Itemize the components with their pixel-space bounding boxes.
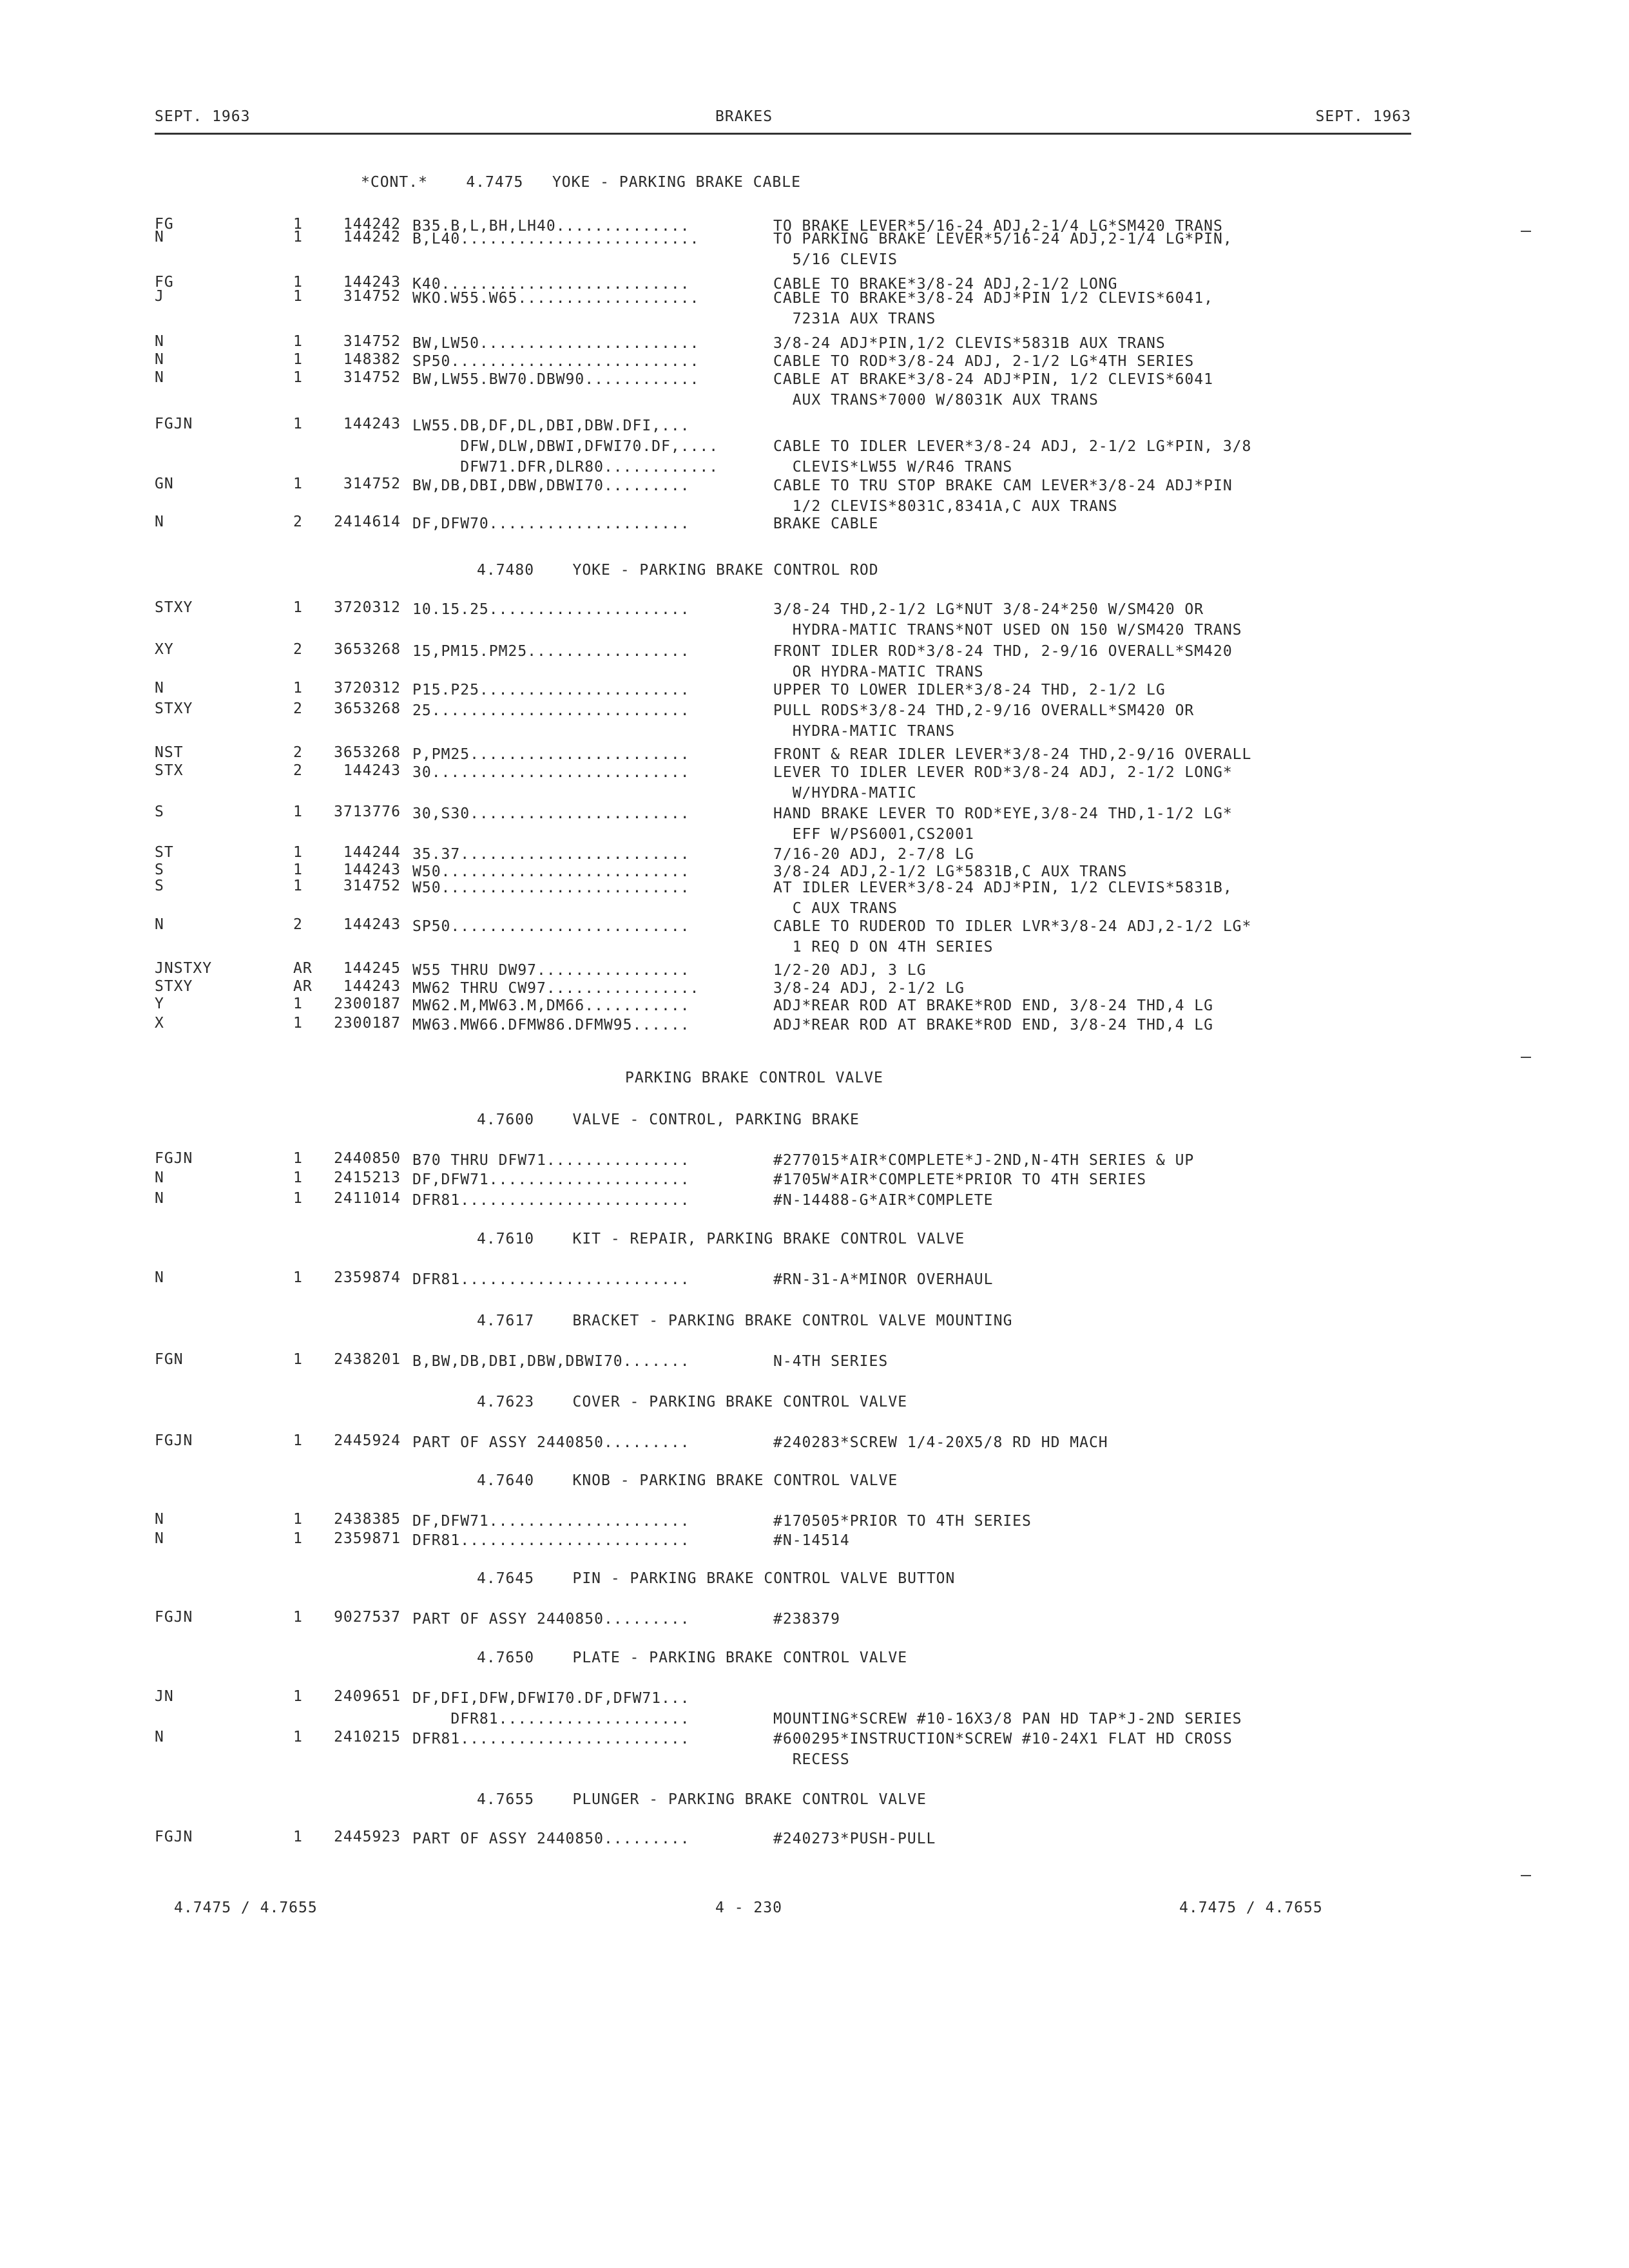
margin-mark xyxy=(1521,231,1531,232)
part-description: #1705W*AIR*COMPLETE*PRIOR TO 4TH SERIES xyxy=(773,1171,1147,1188)
model-application: 15,PM15.PM25................. xyxy=(412,643,690,660)
model-application: DF,DFW70..................... xyxy=(412,515,690,532)
part-description: CABLE TO BRAKE*3/8-24 ADJ,2-1/2 LONG xyxy=(773,276,1118,293)
quantity: 2 xyxy=(293,916,303,933)
model-application: MW62.M,MW63.M,DM66........... xyxy=(412,997,690,1014)
model-series-code: STX xyxy=(155,762,184,779)
model-series-code: FG xyxy=(155,216,174,233)
quantity: 1 xyxy=(293,995,303,1012)
model-series-code: N xyxy=(155,369,164,386)
quantity: 1 xyxy=(293,1829,303,1845)
model-series-code: JNSTXY xyxy=(155,960,213,977)
part-number: 9027537 xyxy=(334,1609,401,1626)
model-application: W50.......................... xyxy=(412,863,690,880)
quantity: 1 xyxy=(293,416,303,432)
part-number: 2359874 xyxy=(334,1269,401,1286)
model-application: SP50......................... xyxy=(412,918,690,935)
quantity: 1 xyxy=(293,599,303,616)
model-application: 30........................... xyxy=(412,764,690,781)
part-number: 144243 xyxy=(343,416,401,432)
model-series-code: GN xyxy=(155,476,174,492)
part-description: CLEVIS*LW55 W/R46 TRANS xyxy=(773,459,1013,476)
part-number: 2440850 xyxy=(334,1150,401,1167)
quantity: 1 xyxy=(293,229,303,245)
part-number: 314752 xyxy=(343,369,401,386)
model-series-code: Y xyxy=(155,995,164,1012)
model-application: 25........................... xyxy=(412,702,690,719)
part-description: TO BRAKE LEVER*5/16-24 ADJ,2-1/4 LG*SM420 TRANS xyxy=(773,218,1223,235)
section-title: 4.7650 PLATE - PARKING BRAKE CONTROL VALVE xyxy=(477,1649,908,1666)
part-description: #N-14514 xyxy=(773,1532,850,1549)
quantity: 2 xyxy=(293,514,303,530)
model-series-code: FGJN xyxy=(155,1432,193,1449)
model-series-code: N xyxy=(155,680,164,697)
part-description: EFF W/PS6001,CS2001 xyxy=(773,826,974,843)
quantity: AR xyxy=(293,960,313,977)
quantity: 1 xyxy=(293,1190,303,1207)
part-number: 3653268 xyxy=(334,744,401,761)
margin-mark xyxy=(1521,1057,1531,1058)
model-series-code: N xyxy=(155,333,164,350)
model-series-code: FG xyxy=(155,274,174,291)
model-application: DF,DFI,DFW,DFWI70.DF,DFW71... DFR81.................... xyxy=(412,1690,690,1727)
part-description: CABLE TO BRAKE*3/8-24 ADJ*PIN 1/2 CLEVIS*6041, xyxy=(773,290,1213,307)
part-description: RECESS xyxy=(773,1751,850,1768)
quantity: 2 xyxy=(293,744,303,761)
part-description: 7/16-20 ADJ, 2-7/8 LG xyxy=(773,846,974,863)
model-series-code: FGJN xyxy=(155,1609,193,1626)
model-series-code: N xyxy=(155,1729,164,1745)
quantity: 1 xyxy=(293,844,303,861)
section-title: PARKING BRAKE CONTROL VALVE xyxy=(625,1070,883,1086)
part-description: 1/2 CLEVIS*8031C,8341A,C AUX TRANS xyxy=(773,498,1118,515)
part-description: TO PARKING BRAKE LEVER*5/16-24 ADJ,2-1/4 LG*PIN, xyxy=(773,231,1233,247)
part-description: #170505*PRIOR TO 4TH SERIES xyxy=(773,1513,1032,1530)
part-description: ADJ*REAR ROD AT BRAKE*ROD END, 3/8-24 THD,4 LG xyxy=(773,1017,1213,1033)
part-number: 2411014 xyxy=(334,1190,401,1207)
model-series-code: S xyxy=(155,861,164,878)
part-number: 144243 xyxy=(343,861,401,878)
model-application: P,PM25....................... xyxy=(412,746,690,763)
quantity: 1 xyxy=(293,680,303,697)
quantity: 1 xyxy=(293,1688,303,1705)
part-number: 144243 xyxy=(343,978,401,995)
part-description: W/HYDRA-MATIC xyxy=(773,785,917,802)
model-series-code: N xyxy=(155,1169,164,1186)
quantity: 1 xyxy=(293,1150,303,1167)
model-application: P15.P25...................... xyxy=(412,682,690,698)
quantity: 1 xyxy=(293,1269,303,1286)
model-application: W55 THRU DW97................ xyxy=(412,962,690,979)
part-description: 3/8-24 ADJ*PIN,1/2 CLEVIS*5831B AUX TRANS xyxy=(773,335,1166,352)
quantity: 1 xyxy=(293,1511,303,1528)
quantity: 2 xyxy=(293,700,303,717)
part-description: PULL RODS*3/8-24 THD,2-9/16 OVERALL*SM420 OR xyxy=(773,702,1195,719)
quantity: 1 xyxy=(293,274,303,291)
part-description: FRONT IDLER ROD*3/8-24 THD, 2-9/16 OVERALL*SM420 xyxy=(773,643,1233,660)
section-title: *CONT.* 4.7475 YOKE - PARKING BRAKE CABLE xyxy=(361,174,801,191)
model-series-code: FGJN xyxy=(155,1829,193,1845)
part-number: 2445924 xyxy=(334,1432,401,1449)
model-application: BW,LW50....................... xyxy=(412,335,700,352)
part-description: LEVER TO IDLER LEVER ROD*3/8-24 ADJ, 2-1/2 LONG* xyxy=(773,764,1233,781)
section-title: 4.7610 KIT - REPAIR, PARKING BRAKE CONTROL VALVE xyxy=(477,1231,965,1247)
part-description: BRAKE CABLE xyxy=(773,515,879,532)
model-application: 10.15.25..................... xyxy=(412,601,690,618)
part-description: CABLE TO RUDEROD TO IDLER LVR*3/8-24 ADJ,2-1/2 LG* xyxy=(773,918,1252,935)
model-application: PART OF ASSY 2440850......... xyxy=(412,1434,690,1451)
part-description: 1/2-20 ADJ, 3 LG xyxy=(773,962,927,979)
model-series-code: X xyxy=(155,1015,164,1032)
part-number: 314752 xyxy=(343,288,401,305)
part-description: CABLE TO ROD*3/8-24 ADJ, 2-1/2 LG*4TH SERIES xyxy=(773,353,1195,370)
section-title: 4.7480 YOKE - PARKING BRAKE CONTROL ROD xyxy=(477,562,879,579)
part-description: HAND BRAKE LEVER TO ROD*EYE,3/8-24 THD,1-1/2 LG* xyxy=(773,805,1233,822)
part-description: 3/8-24 ADJ,2-1/2 LG*5831B,C AUX TRANS xyxy=(773,863,1128,880)
part-description: AUX TRANS*7000 W/8031K AUX TRANS xyxy=(773,392,1099,408)
part-description: 3/8-24 THD,2-1/2 LG*NUT 3/8-24*250 W/SM420 OR xyxy=(773,601,1204,618)
model-application: PART OF ASSY 2440850......... xyxy=(412,1611,690,1628)
part-description: #N-14488-G*AIR*COMPLETE xyxy=(773,1192,994,1209)
part-description: 7231A AUX TRANS xyxy=(773,311,936,327)
model-application: DF,DFW71..................... xyxy=(412,1513,690,1530)
quantity: 1 xyxy=(293,1609,303,1626)
page-header xyxy=(155,103,1411,135)
model-application: LW55.DB,DF,DL,DBI,DBW.DFI,... DFW,DLW,DBWI,DFWI70.DF,.... DFW71.DFR,DLR80............ xyxy=(412,418,719,476)
part-number: 148382 xyxy=(343,351,401,368)
part-description: ADJ*REAR ROD AT BRAKE*ROD END, 3/8-24 THD,4 LG xyxy=(773,997,1213,1014)
part-description: CABLE TO IDLER LEVER*3/8-24 ADJ, 2-1/2 LG*PIN, 3/8 xyxy=(773,438,1252,455)
part-description: #240273*PUSH-PULL xyxy=(773,1831,936,1847)
model-application: DFR81........................ xyxy=(412,1192,690,1209)
model-application: DFR81........................ xyxy=(412,1271,690,1288)
quantity: 1 xyxy=(293,476,303,492)
quantity: 2 xyxy=(293,762,303,779)
section-title: 4.7655 PLUNGER - PARKING BRAKE CONTROL VALVE xyxy=(477,1791,927,1808)
model-series-code: N xyxy=(155,1269,164,1286)
part-description: 5/16 CLEVIS xyxy=(773,251,898,268)
part-number: 144243 xyxy=(343,916,401,933)
part-number: 2415213 xyxy=(334,1169,401,1186)
quantity: 1 xyxy=(293,369,303,386)
part-description: HYDRA-MATIC TRANS*NOT USED ON 150 W/SM420 TRANS xyxy=(773,622,1242,639)
model-application: B70 THRU DFW71............... xyxy=(412,1152,690,1169)
part-description: C AUX TRANS xyxy=(773,900,898,917)
model-application: 35.37........................ xyxy=(412,846,690,863)
part-number: 144245 xyxy=(343,960,401,977)
part-number: 2410215 xyxy=(334,1729,401,1745)
model-application: DFR81........................ xyxy=(412,1532,690,1549)
part-description: #RN-31-A*MINOR OVERHAUL xyxy=(773,1271,994,1288)
part-number: 2300187 xyxy=(334,995,401,1012)
part-description: UPPER TO LOWER IDLER*3/8-24 THD, 2-1/2 LG xyxy=(773,682,1166,698)
quantity: 1 xyxy=(293,1015,303,1032)
part-description: #238379 xyxy=(773,1611,840,1628)
footer-range-left: 4.7475 / 4.7655 xyxy=(174,1899,318,1916)
model-application: BW,LW55.BW70.DBW90............ xyxy=(412,371,700,388)
model-series-code: FGN xyxy=(155,1351,184,1368)
part-description: 1 REQ D ON 4TH SERIES xyxy=(773,939,994,956)
part-number: 2438385 xyxy=(334,1511,401,1528)
quantity: 1 xyxy=(293,216,303,233)
model-application: W50.......................... xyxy=(412,879,690,896)
part-description: OR HYDRA-MATIC TRANS xyxy=(773,664,984,680)
part-number: 2359871 xyxy=(334,1530,401,1547)
quantity: 1 xyxy=(293,1169,303,1186)
part-number: 3713776 xyxy=(334,803,401,820)
model-application: PART OF ASSY 2440850......... xyxy=(412,1831,690,1847)
quantity: 2 xyxy=(293,641,303,658)
header-date-right: SEPT. 1963 xyxy=(1315,108,1411,125)
part-description: FRONT & REAR IDLER LEVER*3/8-24 THD,2-9/16 OVERALL xyxy=(773,746,1252,763)
model-series-code: STXY xyxy=(155,978,193,995)
quantity: 1 xyxy=(293,1729,303,1745)
model-series-code: N xyxy=(155,1530,164,1547)
part-number: 144243 xyxy=(343,762,401,779)
part-number: 3653268 xyxy=(334,641,401,658)
model-series-code: FGJN xyxy=(155,1150,193,1167)
model-series-code: STXY xyxy=(155,599,193,616)
model-series-code: S xyxy=(155,803,164,820)
model-series-code: S xyxy=(155,878,164,894)
part-description: #240283*SCREW 1/4-20X5/8 RD HD MACH xyxy=(773,1434,1108,1451)
part-number: 3653268 xyxy=(334,700,401,717)
part-description: HYDRA-MATIC TRANS xyxy=(773,723,956,740)
model-series-code: XY xyxy=(155,641,174,658)
quantity: 1 xyxy=(293,1351,303,1368)
quantity: 1 xyxy=(293,1432,303,1449)
model-application: MW63.MW66.DFMW86.DFMW95...... xyxy=(412,1017,690,1033)
quantity: 1 xyxy=(293,333,303,350)
model-series-code: N xyxy=(155,514,164,530)
section-title: 4.7617 BRACKET - PARKING BRAKE CONTROL VALVE MOUNTING xyxy=(477,1312,1013,1329)
part-number: 3720312 xyxy=(334,680,401,697)
model-series-code: N xyxy=(155,1511,164,1528)
header-date-left: SEPT. 1963 xyxy=(155,108,251,125)
model-series-code: N xyxy=(155,229,164,245)
part-number: 314752 xyxy=(343,333,401,350)
quantity: 1 xyxy=(293,288,303,305)
model-application: SP50.......................... xyxy=(412,353,700,370)
part-number: 2300187 xyxy=(334,1015,401,1032)
quantity: AR xyxy=(293,978,313,995)
model-series-code: N xyxy=(155,916,164,933)
part-description: MOUNTING*SCREW #10-16X3/8 PAN HD TAP*J-2ND SERIES xyxy=(773,1711,1242,1727)
model-series-code: N xyxy=(155,1190,164,1207)
model-application: BW,DB,DBI,DBW,DBWI70......... xyxy=(412,477,690,494)
model-series-code: ST xyxy=(155,844,174,861)
part-number: 314752 xyxy=(343,878,401,894)
model-application: DF,DFW71..................... xyxy=(412,1171,690,1188)
quantity: 1 xyxy=(293,861,303,878)
part-description: CABLE TO TRU STOP BRAKE CAM LEVER*3/8-24 ADJ*PIN xyxy=(773,477,1233,494)
section-title: 4.7600 VALVE - CONTROL, PARKING BRAKE xyxy=(477,1111,860,1128)
part-number: 144244 xyxy=(343,844,401,861)
model-application: MW62 THRU CW97................ xyxy=(412,980,700,997)
part-number: 2409651 xyxy=(334,1688,401,1705)
part-number: 314752 xyxy=(343,476,401,492)
model-application: DFR81........................ xyxy=(412,1731,690,1747)
section-title: 4.7645 PIN - PARKING BRAKE CONTROL VALVE BUTTON xyxy=(477,1570,956,1587)
part-number: 2438201 xyxy=(334,1351,401,1368)
footer-range-right: 4.7475 / 4.7655 xyxy=(1179,1899,1323,1916)
model-application: WKO.W55.W65................... xyxy=(412,290,700,307)
part-number: 3720312 xyxy=(334,599,401,616)
part-number: 144242 xyxy=(343,216,401,233)
model-series-code: FGJN xyxy=(155,416,193,432)
model-application: B,L40......................... xyxy=(412,231,700,247)
model-application: B,BW,DB,DBI,DBW,DBWI70....... xyxy=(412,1353,690,1370)
section-title: 4.7640 KNOB - PARKING BRAKE CONTROL VALVE xyxy=(477,1472,898,1489)
model-application: K40.......................... xyxy=(412,276,690,293)
footer-page-number: 4 - 230 xyxy=(715,1899,782,1916)
part-description: AT IDLER LEVER*3/8-24 ADJ*PIN, 1/2 CLEVIS*5831B, xyxy=(773,879,1233,896)
model-series-code: NST xyxy=(155,744,184,761)
part-description: #600295*INSTRUCTION*SCREW #10-24X1 FLAT HD CROSS xyxy=(773,1731,1233,1747)
section-title: 4.7623 COVER - PARKING BRAKE CONTROL VALVE xyxy=(477,1394,908,1410)
model-series-code: JN xyxy=(155,1688,174,1705)
model-series-code: J xyxy=(155,288,164,305)
margin-mark xyxy=(1521,1875,1531,1876)
part-number: 2414614 xyxy=(334,514,401,530)
part-number: 144243 xyxy=(343,274,401,291)
part-number: 2445923 xyxy=(334,1829,401,1845)
quantity: 1 xyxy=(293,351,303,368)
model-application: 30,S30....................... xyxy=(412,805,690,822)
model-application: B35.B,L,BH,LH40.............. xyxy=(412,218,690,235)
part-description: N-4TH SERIES xyxy=(773,1353,889,1370)
part-description: 3/8-24 ADJ, 2-1/2 LG xyxy=(773,980,965,997)
model-series-code: N xyxy=(155,351,164,368)
quantity: 1 xyxy=(293,878,303,894)
quantity: 1 xyxy=(293,803,303,820)
part-description: CABLE AT BRAKE*3/8-24 ADJ*PIN, 1/2 CLEVIS*6041 xyxy=(773,371,1213,388)
part-number: 144242 xyxy=(343,229,401,245)
quantity: 1 xyxy=(293,1530,303,1547)
header-title: BRAKES xyxy=(715,108,773,125)
part-description: #277015*AIR*COMPLETE*J-2ND,N-4TH SERIES & UP xyxy=(773,1152,1195,1169)
model-series-code: STXY xyxy=(155,700,193,717)
